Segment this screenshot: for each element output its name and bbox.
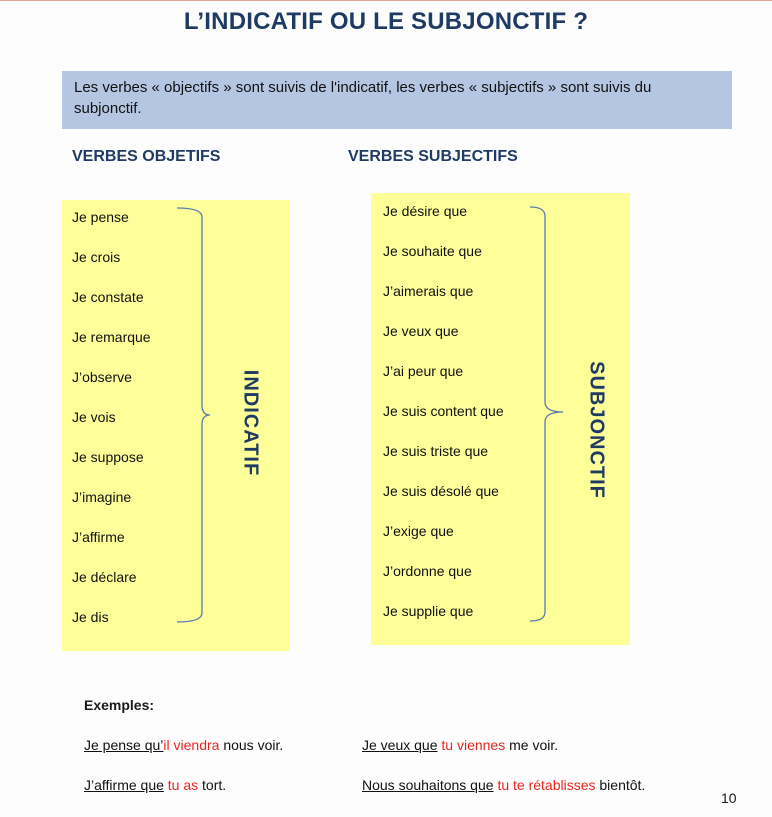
subjonctif-brace bbox=[528, 204, 568, 624]
page-number: 10 bbox=[721, 790, 737, 806]
subjectif-verb: J’aimerais que bbox=[383, 283, 474, 299]
example-3 bbox=[84, 777, 226, 793]
example-3-underlined: J’affirme que bbox=[84, 777, 164, 793]
subjectif-verb: J’ai peur que bbox=[383, 363, 464, 379]
objectif-verb: J’affirme bbox=[72, 529, 125, 545]
objectif-verb: Je pense bbox=[72, 209, 129, 225]
objectif-verb: J’imagine bbox=[72, 489, 132, 505]
indicatif-label: INDICATIF bbox=[239, 369, 262, 477]
example-4-red: tu te rétablisses bbox=[497, 777, 596, 793]
subjectif-verb: Je supplie que bbox=[383, 603, 474, 619]
intro-box: Les verbes « objectifs » sont suivis de l'indicatif, les verbes « subjectifs » sont suivis du subjonctif. bbox=[62, 71, 732, 129]
example-3-rest: tort. bbox=[198, 777, 227, 793]
subjectif-verb: Je veux que bbox=[383, 323, 459, 339]
subjectif-verb: Je suis désolé que bbox=[383, 483, 499, 499]
examples-heading: Exemples: bbox=[84, 697, 155, 713]
objectif-verb: Je dis bbox=[72, 609, 109, 625]
subjectif-verb: Je désire que bbox=[383, 203, 468, 219]
page-title: L’INDICATIF OU LE SUBJONCTIF ? bbox=[183, 8, 589, 35]
example-4 bbox=[362, 777, 645, 793]
example-3-red: tu as bbox=[167, 777, 199, 793]
example-1-red: il viendra bbox=[163, 737, 220, 753]
subjectifs-heading: VERBES SUBJECTIFS bbox=[348, 148, 518, 165]
subjectif-verb: Je suis triste que bbox=[383, 443, 489, 459]
objectif-verb: Je crois bbox=[72, 249, 121, 265]
example-1-rest: nous voir. bbox=[219, 737, 284, 753]
objectif-verb: Je suppose bbox=[72, 449, 144, 465]
indicatif-brace bbox=[175, 205, 215, 625]
subjectif-verb: Je suis content que bbox=[383, 403, 504, 419]
objectif-verb: Je constate bbox=[72, 289, 144, 305]
objectif-verb: J’observe bbox=[72, 369, 132, 385]
subjectif-verb: J’exige que bbox=[383, 523, 454, 539]
subjonctif-label: SUBJONCTIF bbox=[585, 361, 608, 499]
example-2-red: tu viennes bbox=[441, 737, 506, 753]
objectifs-heading: VERBES OBJETIFS bbox=[72, 148, 221, 165]
subjectif-verb: Je souhaite que bbox=[383, 243, 482, 259]
example-4-underlined: Nous souhaitons que bbox=[362, 777, 494, 793]
example-4-rest: bientôt. bbox=[595, 777, 646, 793]
example-1-underlined: Je pense qu’ bbox=[84, 737, 164, 753]
example-2-rest: me voir. bbox=[505, 737, 559, 753]
objectif-verb: Je déclare bbox=[72, 569, 137, 585]
objectif-verb: Je remarque bbox=[72, 329, 151, 345]
objectif-verb: Je vois bbox=[72, 409, 116, 425]
top-rule bbox=[0, 0, 772, 1]
example-2 bbox=[362, 737, 558, 753]
example-2-underlined: Je veux que bbox=[362, 737, 438, 753]
subjectif-verb: J’ordonne que bbox=[383, 563, 472, 579]
example-1 bbox=[84, 737, 283, 753]
